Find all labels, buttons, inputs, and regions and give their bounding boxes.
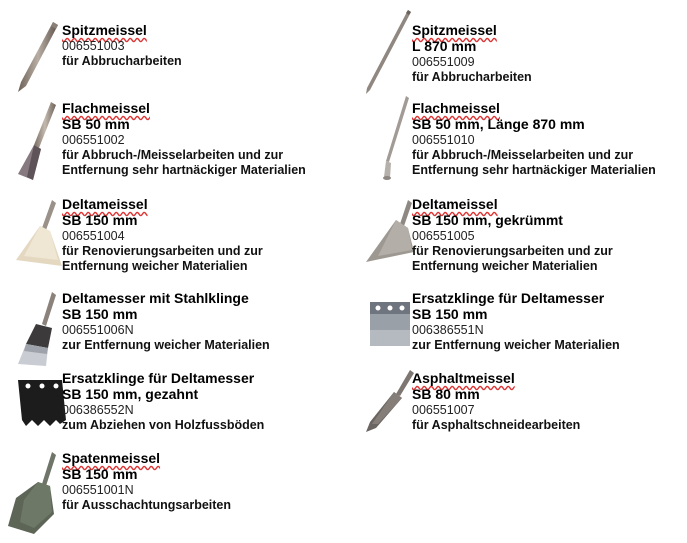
- product-code: 006551006N: [62, 323, 134, 337]
- product-spec: SB 150 mm: [62, 306, 138, 322]
- product-code: 006551005: [412, 229, 475, 243]
- product-name: Flachmeissel: [412, 100, 500, 116]
- product-desc-line: Entfernung sehr hartnäckiger Materialien: [62, 163, 306, 177]
- product-spec: SB 150 mm: [412, 306, 488, 322]
- product-name: Spitzmeissel: [412, 22, 497, 38]
- product-desc-line: für Renovierungsarbeiten und zur: [62, 244, 263, 258]
- product-desc-line: für Abbrucharbeiten: [62, 54, 182, 68]
- product-name: Ersatzklinge für Deltamesser: [412, 290, 605, 306]
- product-code: 006551004: [62, 229, 125, 243]
- product-spec: SB 80 mm: [412, 386, 480, 402]
- product-desc-line: für Renovierungsarbeiten und zur: [412, 244, 613, 258]
- product-desc-line: Entfernung weicher Materialien: [62, 259, 248, 273]
- product-code: 006551003: [62, 39, 125, 53]
- product-code: 006551009: [412, 55, 475, 69]
- product-desc-line: für Abbruch-/Meisselarbeiten und zur: [412, 148, 634, 162]
- spade-chisel-icon: [6, 452, 66, 538]
- product-desc-line: Entfernung sehr hartnäckiger Materialien: [412, 163, 656, 177]
- product-code: 006551007: [412, 403, 475, 417]
- product-spec: SB 150 mm: [62, 212, 138, 228]
- product-spec: L 870 mm: [412, 38, 477, 54]
- product-code: 006551002: [62, 133, 125, 147]
- product-spec: SB 50 mm, Länge 870 mm: [412, 116, 585, 132]
- product-desc-line: zur Entfernung weicher Materialien: [62, 338, 270, 352]
- product-name: Deltameissel: [62, 196, 148, 212]
- product-desc-line: Entfernung weicher Materialien: [412, 259, 598, 273]
- product-name: Spatenmeissel: [62, 450, 161, 466]
- product-name: Deltameissel: [412, 196, 498, 212]
- product-code: 006386551N: [412, 323, 484, 337]
- product-desc-line: zur Entfernung weicher Materialien: [412, 338, 620, 352]
- product-name: Flachmeissel: [62, 100, 150, 116]
- product-desc-line: zum Abziehen von Holzfussböden: [62, 418, 265, 432]
- product-spec: SB 150 mm, gekrümmt: [412, 212, 563, 228]
- product-spec: SB 150 mm: [62, 466, 138, 482]
- product-desc-line: für Abbruch-/Meisselarbeiten und zur: [62, 148, 284, 162]
- product-desc-line: für Asphaltschneidearbeiten: [412, 418, 581, 432]
- product-code: 006386552N: [62, 403, 134, 417]
- product-desc-line: für Abbrucharbeiten: [412, 70, 532, 84]
- product-name: Spitzmeissel: [62, 22, 147, 38]
- product-spec: SB 150 mm, gezahnt: [62, 386, 199, 402]
- product-name: Deltamesser mit Stahlklinge: [62, 290, 249, 306]
- product-desc-line: für Ausschachtungsarbeiten: [62, 498, 232, 512]
- product-code: 006551010: [412, 133, 475, 147]
- product-code: 006551001N: [62, 483, 134, 497]
- product-spec: SB 50 mm: [62, 116, 130, 132]
- product-name: Asphaltmeissel: [412, 370, 515, 386]
- product-name: Ersatzklinge für Deltamesser: [62, 370, 255, 386]
